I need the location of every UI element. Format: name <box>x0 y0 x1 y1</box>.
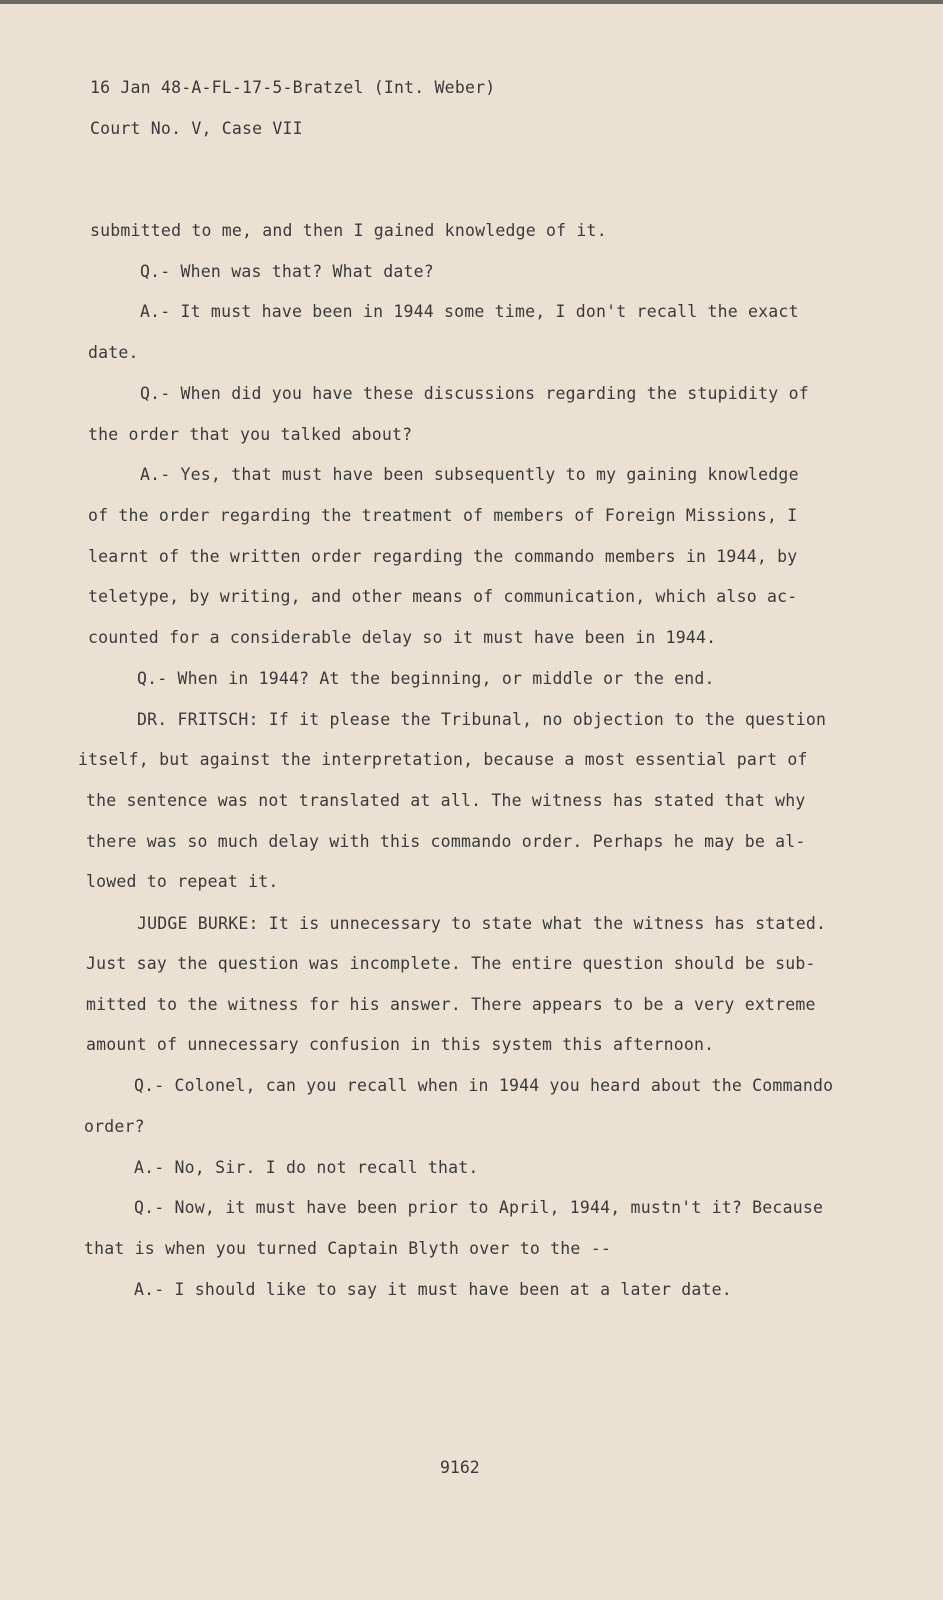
body-line: Q.- When did you have these discussions regarding the stupidity of <box>140 384 809 403</box>
body-line: amount of unnecessary confusion in this system this afternoon. <box>86 1035 715 1054</box>
body-line: A.- No, Sir. I do not recall that. <box>134 1158 479 1177</box>
body-line: mitted to the witness for his answer. There appears to be a very extreme <box>86 995 816 1014</box>
body-line: order? <box>84 1117 145 1136</box>
body-line: teletype, by writing, and other means of communication, which also ac- <box>88 587 798 606</box>
body-line: A.- It must have been in 1944 some time, I don't recall the exact <box>140 302 799 321</box>
body-line: A.- I should like to say it must have been at a later date. <box>134 1280 732 1299</box>
header-court: Court No. V, Case VII <box>90 119 303 138</box>
body-line: JUDGE BURKE: It is unnecessary to state what the witness has stated. <box>137 914 827 933</box>
body-line: A.- Yes, that must have been subsequently to my gaining knowledge <box>140 465 799 484</box>
body-line: date. <box>88 343 139 362</box>
body-line: submitted to me, and then I gained knowledge of it. <box>90 221 607 240</box>
body-line: DR. FRITSCH: If it please the Tribunal, no objection to the question <box>137 710 827 729</box>
body-line: lowed to repeat it. <box>86 872 279 891</box>
body-line: the order that you talked about? <box>88 425 413 444</box>
body-line: of the order regarding the treatment of members of Foreign Missions, I <box>88 506 798 525</box>
body-line: Q.- Now, it must have been prior to April, 1944, mustn't it? Because <box>134 1198 824 1217</box>
body-line: itself, but against the interpretation, because a most essential part of <box>78 750 808 769</box>
page-top-edge <box>0 0 943 4</box>
body-line: that is when you turned Captain Blyth over to the -- <box>84 1239 611 1258</box>
header-reference: 16 Jan 48-A-FL-17-5-Bratzel (Int. Weber) <box>90 78 496 97</box>
body-line: there was so much delay with this commando order. Perhaps he may be al- <box>86 832 806 851</box>
body-line: Q.- Colonel, can you recall when in 1944 you heard about the Commando <box>134 1076 834 1095</box>
body-line: the sentence was not translated at all. The witness has stated that why <box>86 791 806 810</box>
page-number: 9162 <box>440 1458 480 1477</box>
body-line: counted for a considerable delay so it must have been in 1944. <box>88 628 717 647</box>
body-line: learnt of the written order regarding the commando members in 1944, by <box>88 547 798 566</box>
body-line: Just say the question was incomplete. The entire question should be sub- <box>86 954 816 973</box>
body-line: Q.- When was that? What date? <box>140 262 434 281</box>
body-line: Q.- When in 1944? At the beginning, or middle or the end. <box>137 669 715 688</box>
